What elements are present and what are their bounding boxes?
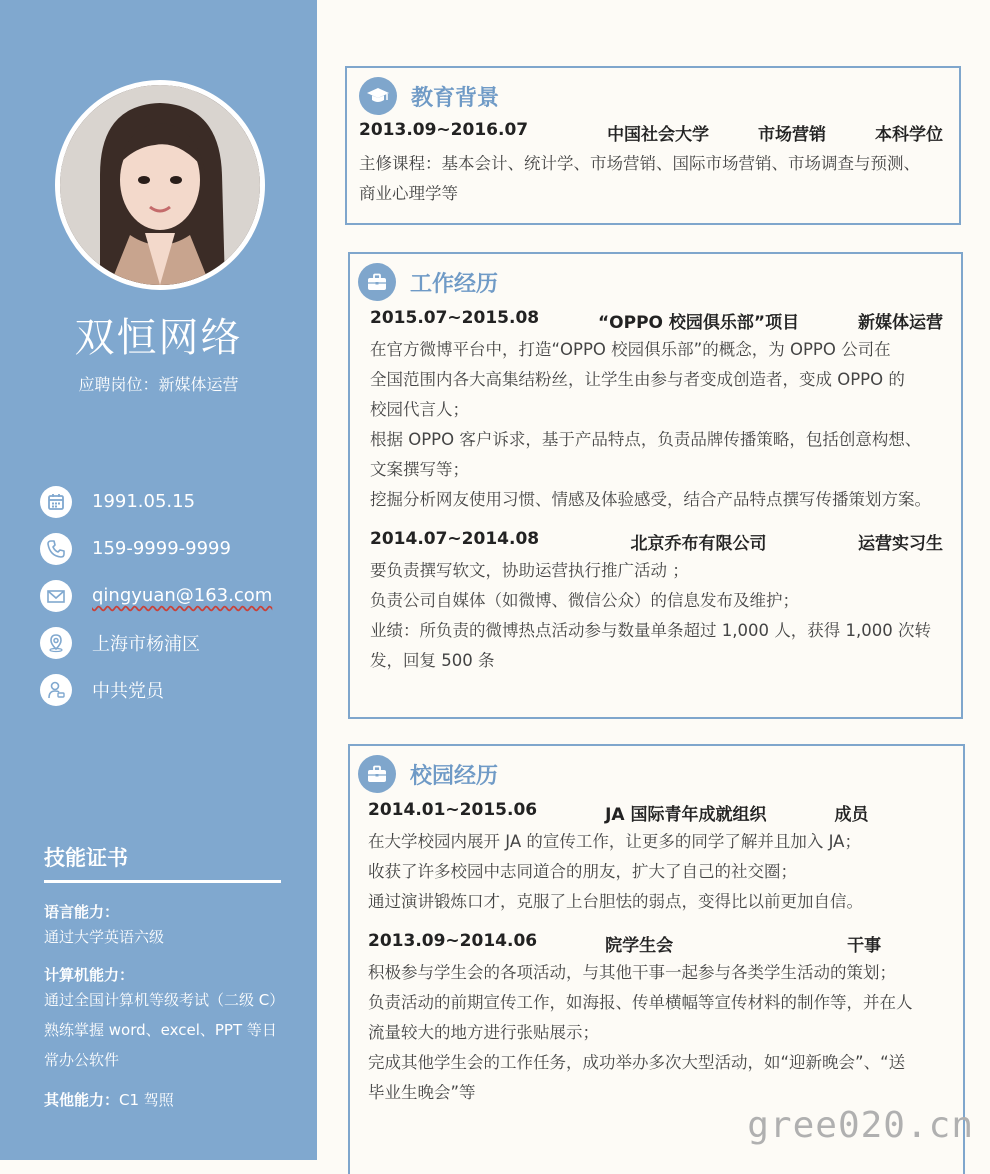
entry-line: 主修课程：基本会计、统计学、市场营销、国际市场营销、市场调查与预测、 [359,154,920,173]
language-label: 语言能力： [44,903,120,921]
computer-line: 常办公软件 [44,1051,120,1069]
briefcase-icon [358,263,396,301]
section-title: 校园经历 [410,763,499,789]
avatar [55,80,265,290]
skills-section [44,842,284,1110]
entry-line: 在官方微博平台中，打造“OPPO 校园俱乐部”的概念，为 OPPO 公司在 [370,340,891,359]
briefcase-icon [358,755,396,793]
contact-address [40,619,272,666]
campus-header [358,752,949,796]
entry-date: 2014.07~2014.08 [370,529,540,549]
entry-role: 干事 [847,936,882,956]
entry-line: 发，回复 500 条 [370,651,495,670]
entry-line: 负责公司自媒体（如微博、微信公众）的信息发布及维护； [370,591,799,610]
contact-text: 1991.05.15 [92,491,196,512]
entry-date: 2014.01~2015.06 [368,800,538,820]
location-icon [40,627,72,659]
computer-line: 熟练掌握 word、excel、PPT 等日 [44,1021,277,1039]
contact-text: 159-9999-9999 [92,538,231,559]
candidate-name: 双恒网络 [74,315,243,361]
entry-line: 在大学校园内展开 JA 的宣传工作，让更多的同学了解并且加入 JA； [368,832,861,851]
contact-email[interactable] [40,572,272,619]
entry-line: 要负责撰写软文，协助运营执行推广活动 ； [370,561,689,580]
sidebar [0,0,317,1160]
section-title: 工作经历 [410,271,499,297]
entry-line: 流量较大的地方进行张贴展示； [368,1023,599,1042]
contact-phone [40,525,272,572]
entry-date: 2013.09~2014.06 [368,931,538,951]
graduation-cap-icon [359,77,397,115]
entry-line: 文案撰写等； [370,460,469,479]
entry-role: 新媒体运营 [857,313,943,333]
phone-icon [40,533,72,565]
entry-line: 完成其他学生会的工作任务，成功举办多次大型活动，如“迎新晚会”、“送 [368,1053,906,1072]
entry-header [368,800,949,825]
other-label: 其他能力： [44,1091,120,1109]
entry-date: 2013.09~2016.07 [359,120,529,140]
skills-divider [44,880,281,883]
entry-header [370,308,943,333]
contact-list [40,478,272,713]
calendar-icon [40,486,72,518]
entry-line: 通过演讲锻炼口才，克服了上台胆怯的弱点，变得比以前更加自信。 [368,892,863,911]
entry-line: 业绩：所负责的微博热点活动参与数量单条超过 1,000 人，获得 1,000 次转 [370,621,931,640]
education-header [359,74,943,118]
other-text: C1 驾照 [119,1091,174,1109]
watermark: gree020.cn [747,1105,974,1146]
entry-header [370,529,943,554]
entry-line: 积极参与学生会的各项活动，与其他干事一起参与各类学生活动的策划； [368,963,896,982]
entry-line: 收获了许多校园中志同道合的朋友，扩大了自己的社交圈； [368,862,797,881]
mail-icon [40,580,72,612]
entry-line: 挖掘分析网友使用习惯、情感及体验感受，结合产品特点撰写传播策划方案。 [370,490,931,509]
entry-company: 北京乔布有限公司 [630,534,767,554]
entry-degree: 本科学位 [874,125,943,145]
entry-org: JA 国际青年成就组织 [605,805,767,825]
entry-school: 中国社会大学 [607,125,710,145]
entry-date: 2015.07~2015.08 [370,308,540,328]
entry-project: “OPPO 校园俱乐部”项目 [598,313,800,333]
entry-major: 市场营销 [758,125,827,145]
entry-line: 毕业生晚会”等 [368,1083,476,1102]
contact-birthdate [40,478,272,525]
contact-text[interactable]: qingyuan@163.com [92,585,273,606]
contact-text: 上海市杨浦区 [92,633,200,655]
entry-role: 成员 [834,805,869,825]
language-text: 通过大学英语六级 [44,928,165,946]
work-header [358,260,943,304]
computer-line: 通过全国计算机等级考试（二级 C） [44,991,285,1009]
work-section [348,252,963,719]
other-skill [44,1089,284,1110]
education-section [345,66,961,225]
entry-org: 院学生会 [605,936,674,956]
skills-title: 技能证书 [44,846,128,870]
party-member-icon [40,674,72,706]
contact-political-status [40,666,272,713]
section-title: 教育背景 [411,85,500,111]
contact-text: 中共党员 [92,680,164,702]
applied-position: 应聘岗位：新媒体运营 [78,375,239,394]
entry-line: 校园代言人； [370,400,469,419]
entry-line: 根据 OPPO 客户诉求，基于产品特点，负责品牌传播策略，包括创意构想、 [370,430,922,449]
entry-line: 负责活动的前期宣传工作，如海报、传单横幅等宣传材料的制作等，并在人 [368,993,913,1012]
entry-line: 全国范围内各大高集结粉丝，让学生由参与者变成创造者，变成 OPPO 的 [370,370,905,389]
computer-label: 计算机能力： [44,966,135,984]
entry-header [359,120,943,145]
entry-line: 商业心理学等 [359,184,458,203]
entry-header [368,931,949,956]
entry-role: 运营实习生 [857,534,943,554]
